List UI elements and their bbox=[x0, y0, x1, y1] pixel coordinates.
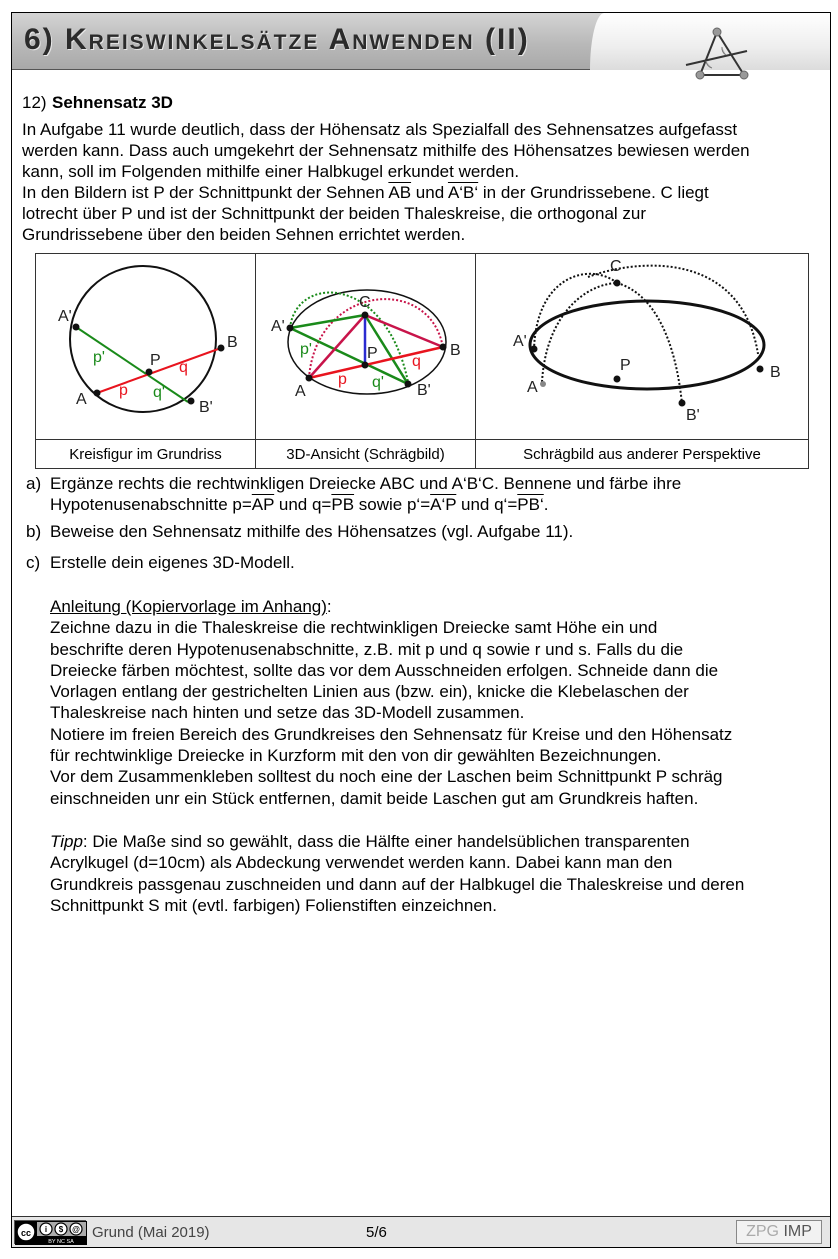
desc-text: in der Grundrissebene. C liegt bbox=[478, 183, 709, 202]
subtask-label: c) bbox=[26, 553, 41, 572]
subtask-label: b) bbox=[26, 522, 42, 541]
label-p: p bbox=[119, 382, 128, 399]
label-b: B bbox=[227, 334, 238, 351]
circle-chords-diagram bbox=[36, 254, 255, 434]
label-q: q bbox=[412, 353, 421, 370]
instruction-line: Notiere im freien Bereich des Grundkreises den Sehnensatz für Kreise und den Höhensatz bbox=[50, 724, 733, 744]
text-span: . bbox=[543, 495, 549, 514]
page-header bbox=[12, 13, 830, 70]
segment-ap: $\overline{AP}$ bbox=[251, 495, 275, 514]
label-c: C bbox=[610, 258, 622, 275]
label-q-prime: q' bbox=[153, 384, 165, 401]
figure-caption: 3D-Ansicht (Schrägbild) bbox=[256, 440, 476, 469]
segment-a1b1: A‘B‘ bbox=[447, 183, 479, 202]
figure-table bbox=[35, 253, 809, 469]
subtask-b bbox=[26, 521, 826, 542]
brand-imp: IMP bbox=[783, 1223, 812, 1240]
intro-line: werden kann. Dass auch umgekehrt der Sehnensatz mithilfe des Höhensatzes bewiesen werden bbox=[22, 141, 750, 160]
footer-author: Grund (Mai 2019) bbox=[92, 1224, 210, 1241]
label-p-prime: p' bbox=[300, 341, 312, 358]
label-b-prime: B' bbox=[199, 399, 213, 416]
segment-ab: $\overline{AB}$ bbox=[388, 183, 412, 202]
desc-text: In den Bildern ist P der Schnittpunkt der Sehnen bbox=[22, 183, 389, 202]
segment-a1p: A‘P bbox=[430, 495, 457, 514]
text-span: und q‘= bbox=[456, 495, 518, 514]
instructions-heading bbox=[50, 596, 830, 617]
label-a: A bbox=[76, 391, 87, 408]
svg-text:cc: cc bbox=[20, 1228, 32, 1238]
text-span: und q= bbox=[274, 495, 332, 514]
instructions-heading-text: Anleitung (Kopiervorlage im Anhang) bbox=[50, 597, 327, 616]
subtask-line: Ergänze rechts die rechtwinkligen Dreiecke ABC und A‘B‘C. Bennene und färbe ihre bbox=[50, 474, 682, 493]
label-b: B bbox=[450, 342, 461, 359]
tip-line: Grundkreis passgenau zuschneiden und dann auf der Halbkugel die Thaleskreise und deren bbox=[50, 874, 745, 894]
subtask-line bbox=[50, 494, 826, 515]
instruction-line: Vor dem Zusammenkleben solltest du noch eine der Laschen beim Schnittpunkt P schräg bbox=[50, 767, 723, 787]
label-b-prime: B' bbox=[686, 407, 700, 424]
subtask-text: Erstelle dein eigenes 3D-Modell. bbox=[50, 553, 295, 572]
task-title: Sehnensatz 3D bbox=[52, 93, 173, 112]
intro-line: In Aufgabe 11 wurde deutlich, dass der Höhensatz als Spezialfall des Sehnensatzes aufgefasst bbox=[22, 120, 738, 139]
svg-text:@: @ bbox=[72, 1225, 80, 1234]
instruction-line: Thaleskreise nach hinten und setze das 3D-Modell zusammen. bbox=[50, 703, 525, 723]
task-number: 12) bbox=[22, 93, 47, 112]
triangle-with-transversal-icon bbox=[682, 25, 752, 83]
figure-caption: Schrägbild aus anderer Perspektive bbox=[476, 440, 809, 469]
task-heading bbox=[22, 92, 828, 113]
instruction-line: für rechtwinklige Dreiecke in Kurzform mit den von dir gewählten Bezeichnungen. bbox=[50, 746, 662, 766]
instruction-line: beschrifte deren Hypotenusenabschnitte, z.B. mit p und q sowie r und s. Falls du die bbox=[50, 639, 684, 659]
tip-label: Tipp bbox=[50, 832, 83, 851]
svg-text:BY NC SA: BY NC SA bbox=[48, 1239, 74, 1245]
label-q-prime: q' bbox=[372, 374, 384, 391]
label-q: q bbox=[179, 359, 188, 376]
svg-text:i: i bbox=[44, 1225, 48, 1234]
figure-caption: Kreisfigur im Grundriss bbox=[36, 440, 256, 469]
subtask-label: a) bbox=[26, 474, 42, 493]
tip-section bbox=[50, 831, 830, 916]
instruction-line: Vorlagen entlang der gestrichelten Linien aus (bzw. ein), knicke die Klebelaschen der bbox=[50, 682, 689, 702]
subtask-text bbox=[50, 473, 826, 515]
segment-pb1: PB‘ bbox=[517, 495, 544, 514]
label-a-prime: A' bbox=[513, 333, 527, 350]
label-p-point: P bbox=[620, 357, 631, 374]
label-p-point: P bbox=[150, 352, 161, 369]
instructions bbox=[50, 596, 830, 809]
task-intro bbox=[22, 92, 828, 245]
subtask-c bbox=[26, 552, 826, 573]
instruction-line: einschneiden unr ein Stück entfernen, damit beide Laschen gut am Grundkreis haften. bbox=[50, 788, 699, 808]
desc-line: Grundrissebene über den beiden Sehnen errichtet werden. bbox=[22, 225, 466, 244]
cc-by-nc-sa-icon[interactable] bbox=[14, 1220, 86, 1244]
label-p-point: P bbox=[367, 345, 378, 362]
subtask-list bbox=[26, 473, 826, 579]
desc-line bbox=[22, 182, 828, 203]
label-p: p bbox=[338, 371, 347, 388]
desc-text: und bbox=[411, 183, 448, 202]
figure-other-perspective bbox=[476, 254, 809, 440]
instruction-line: Zeichne dazu in die Thaleskreise die rechtwinkligen Dreiecke samt Höhe ein und bbox=[50, 618, 658, 638]
text-span: Hypotenusenabschnitte p= bbox=[50, 495, 252, 514]
oblique-3d-diagram bbox=[256, 254, 475, 434]
label-a: A bbox=[527, 379, 538, 396]
segment-pb: $\overline{PB}$ bbox=[331, 495, 355, 514]
hemisphere-diagram bbox=[476, 254, 808, 434]
page-title: 6) Kreiswinkelsätze Anwenden (II) bbox=[24, 23, 530, 56]
label-p-prime: p' bbox=[93, 349, 105, 366]
svg-text:$: $ bbox=[58, 1225, 64, 1234]
intro-paragraph bbox=[22, 119, 828, 245]
text-span: : bbox=[326, 597, 332, 616]
label-a: A bbox=[295, 383, 306, 400]
intro-line: kann, soll im Folgenden mithilfe einer Halbkugel erkundet werden. bbox=[22, 162, 520, 181]
text-span: sowie p‘= bbox=[354, 495, 431, 514]
page-footer bbox=[12, 1216, 830, 1247]
figure-ground-plan bbox=[36, 254, 256, 440]
instruction-line: Dreiecke färben möchtest, sollte das vor dem Ausschneiden erfolgen. Schneide dann die bbox=[50, 660, 719, 680]
tip-line bbox=[50, 831, 830, 852]
label-b: B bbox=[770, 364, 781, 381]
label-b-prime: B' bbox=[417, 382, 431, 399]
tip-line: Schnittpunkt S mit (evtl. farbigen) Folienstiften einzeichnen. bbox=[50, 895, 497, 915]
subtask-text: Beweise den Sehnensatz mithilfe des Höhensatzes (vgl. Aufgabe 11). bbox=[50, 522, 574, 541]
figure-3d-view bbox=[256, 254, 476, 440]
brand-zpg: ZPG bbox=[746, 1223, 779, 1240]
label-a-prime: A' bbox=[58, 308, 72, 325]
desc-line: lotrecht über P und ist der Schnittpunkt der beiden Thaleskreise, die orthogonal zur bbox=[22, 204, 647, 223]
page-number: 5/6 bbox=[366, 1224, 387, 1241]
tip-line: Acrylkugel (d=10cm) als Abdeckung verwendet werden kann. Dabei kann man den bbox=[50, 853, 673, 873]
label-c: C bbox=[359, 294, 371, 311]
subtask-a bbox=[26, 473, 826, 515]
text-span: : Die Maße sind so gewählt, dass die Hälfte einer handelsüblichen transparenten bbox=[82, 832, 690, 851]
label-a-prime: A' bbox=[271, 318, 285, 335]
zpg-imp-logo bbox=[736, 1220, 822, 1244]
